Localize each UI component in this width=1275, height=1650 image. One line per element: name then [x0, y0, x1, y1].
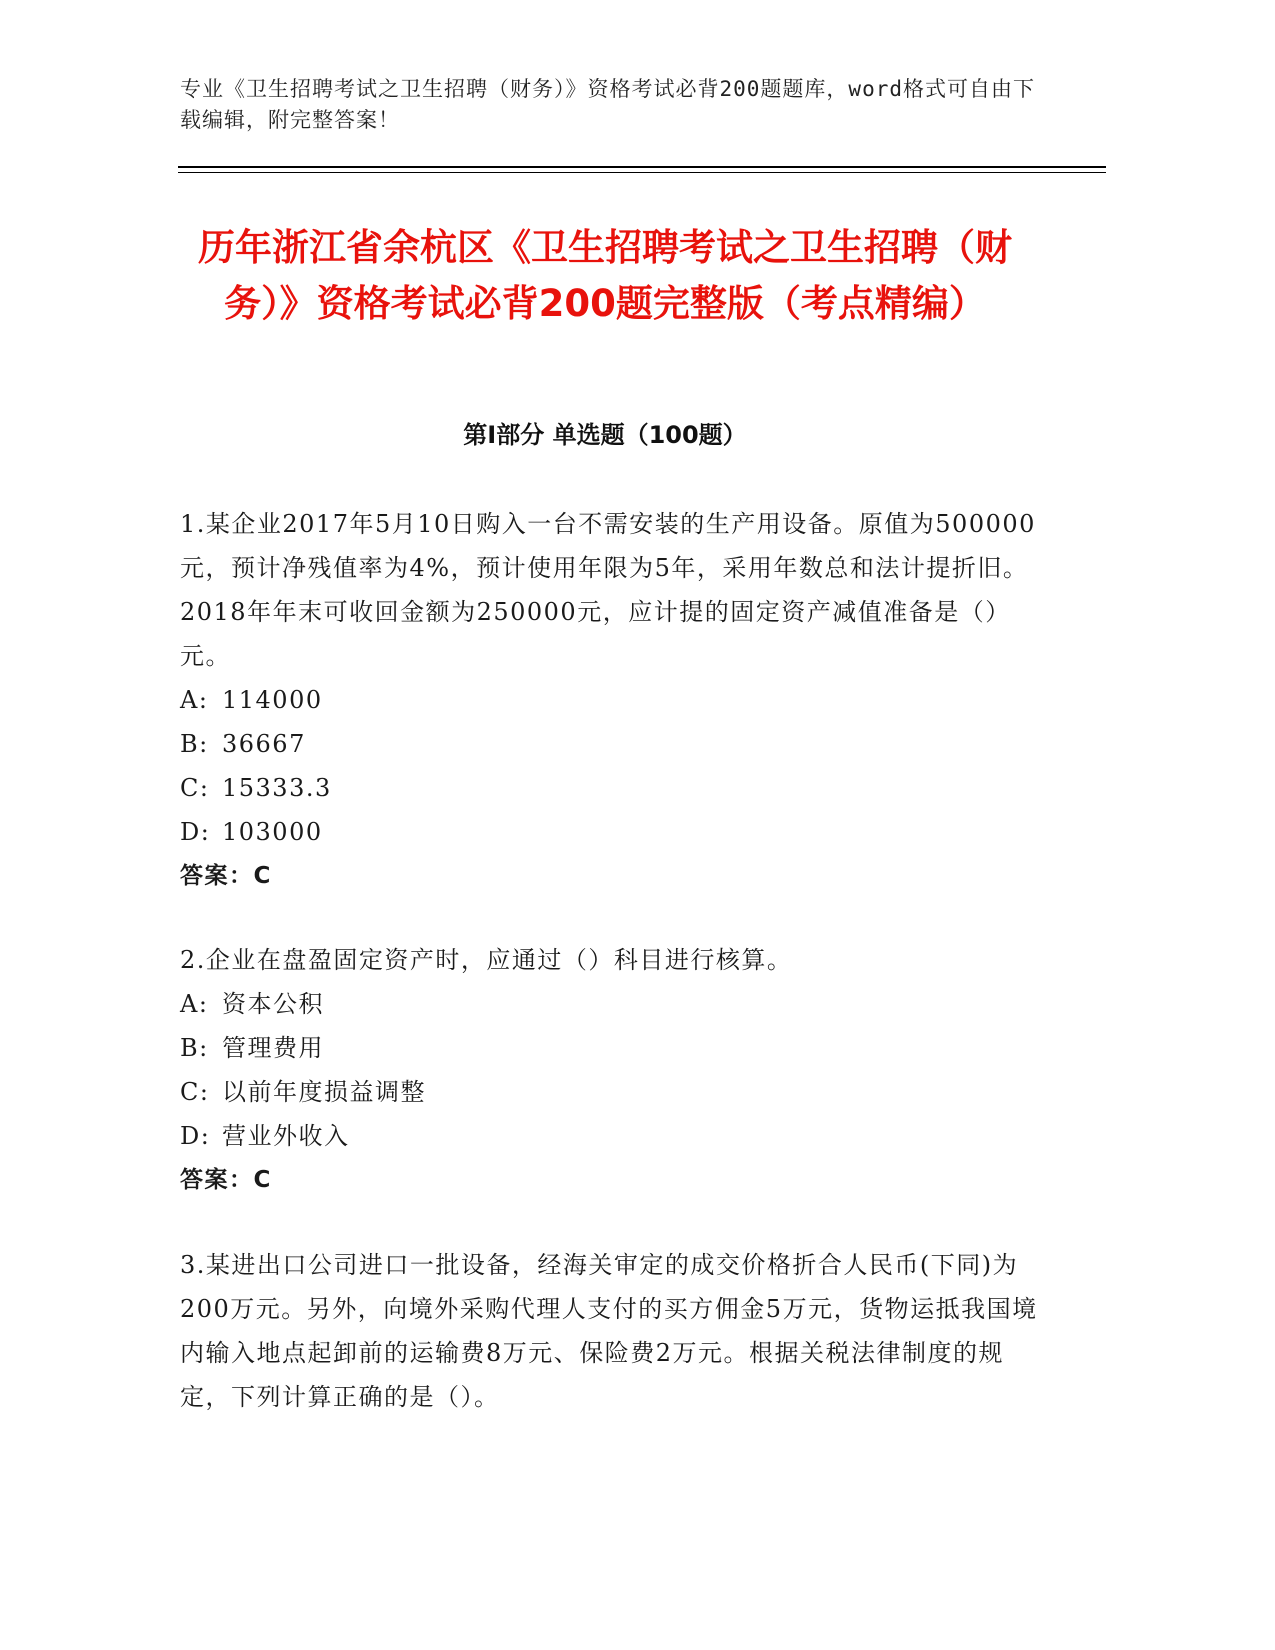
question-2: [180, 938, 1040, 1202]
option-letter: A:: [180, 686, 209, 714]
header-rule-thick: [178, 166, 1106, 168]
option-letter: C:: [180, 774, 210, 802]
option-text: 15333.3: [222, 774, 332, 802]
option-text: 资本公积: [222, 990, 324, 1018]
option-a: [180, 982, 1040, 1026]
option-c: [180, 1070, 1040, 1114]
answer-line: 答案：C: [180, 863, 272, 889]
option-text: 以前年度损益调整: [222, 1078, 426, 1106]
option-b: [180, 722, 1040, 766]
option-b: [180, 1026, 1040, 1070]
option-letter: D:: [180, 818, 211, 846]
option-letter: C:: [180, 1078, 210, 1106]
option-d: [180, 1114, 1040, 1158]
option-c: [180, 766, 1040, 810]
option-text: 114000: [222, 686, 323, 714]
option-letter: B:: [180, 1034, 209, 1062]
question-1: [180, 502, 1040, 898]
option-letter: B:: [180, 730, 209, 758]
option-d: [180, 810, 1040, 854]
question-3: [180, 1243, 1040, 1419]
option-letter: A:: [180, 990, 209, 1018]
answer-line: 答案：C: [180, 1167, 272, 1193]
section-title: 第Ⅰ部分 单选题（100题）: [463, 421, 747, 449]
option-a: [180, 678, 1040, 722]
header-rule-thin: [178, 172, 1106, 173]
option-letter: D:: [180, 1122, 211, 1150]
document-title: 历年浙江省余杭区《卫生招聘考试之卫生招聘（财务）》资格考试必背200题完整版（考点精编）: [198, 226, 1012, 325]
option-text: 管理费用: [222, 1034, 324, 1062]
question-text: 3.某进出口公司进口一批设备，经海关审定的成交价格折合人民币(下同)为200万元。另外，向境外采购代理人支付的买方佣金5万元，货物运抵我国境内输入地点起卸前的运输费8万元、保险费2万元。根据关税法律制度的规定，下列计算正确的是（）。: [180, 1251, 1038, 1411]
question-text: 2.企业在盘盈固定资产时，应通过（）科目进行核算。: [180, 946, 793, 974]
option-text: 营业外收入: [222, 1122, 350, 1150]
header-note: 专业《卫生招聘考试之卫生招聘（财务）》资格考试必背200题题库，word格式可自由下载编辑，附完整答案！: [180, 77, 1035, 132]
option-text: 103000: [222, 818, 323, 846]
question-text: 1.某企业2017年5月10日购入一台不需安装的生产用设备。原值为500000元，预计净残值率为4%，预计使用年限为5年，采用年数总和法计提折旧。2018年年末可收回金额为250000元，应计提的固定资产减值准备是（）元。: [180, 510, 1036, 670]
option-text: 36667: [222, 730, 306, 758]
